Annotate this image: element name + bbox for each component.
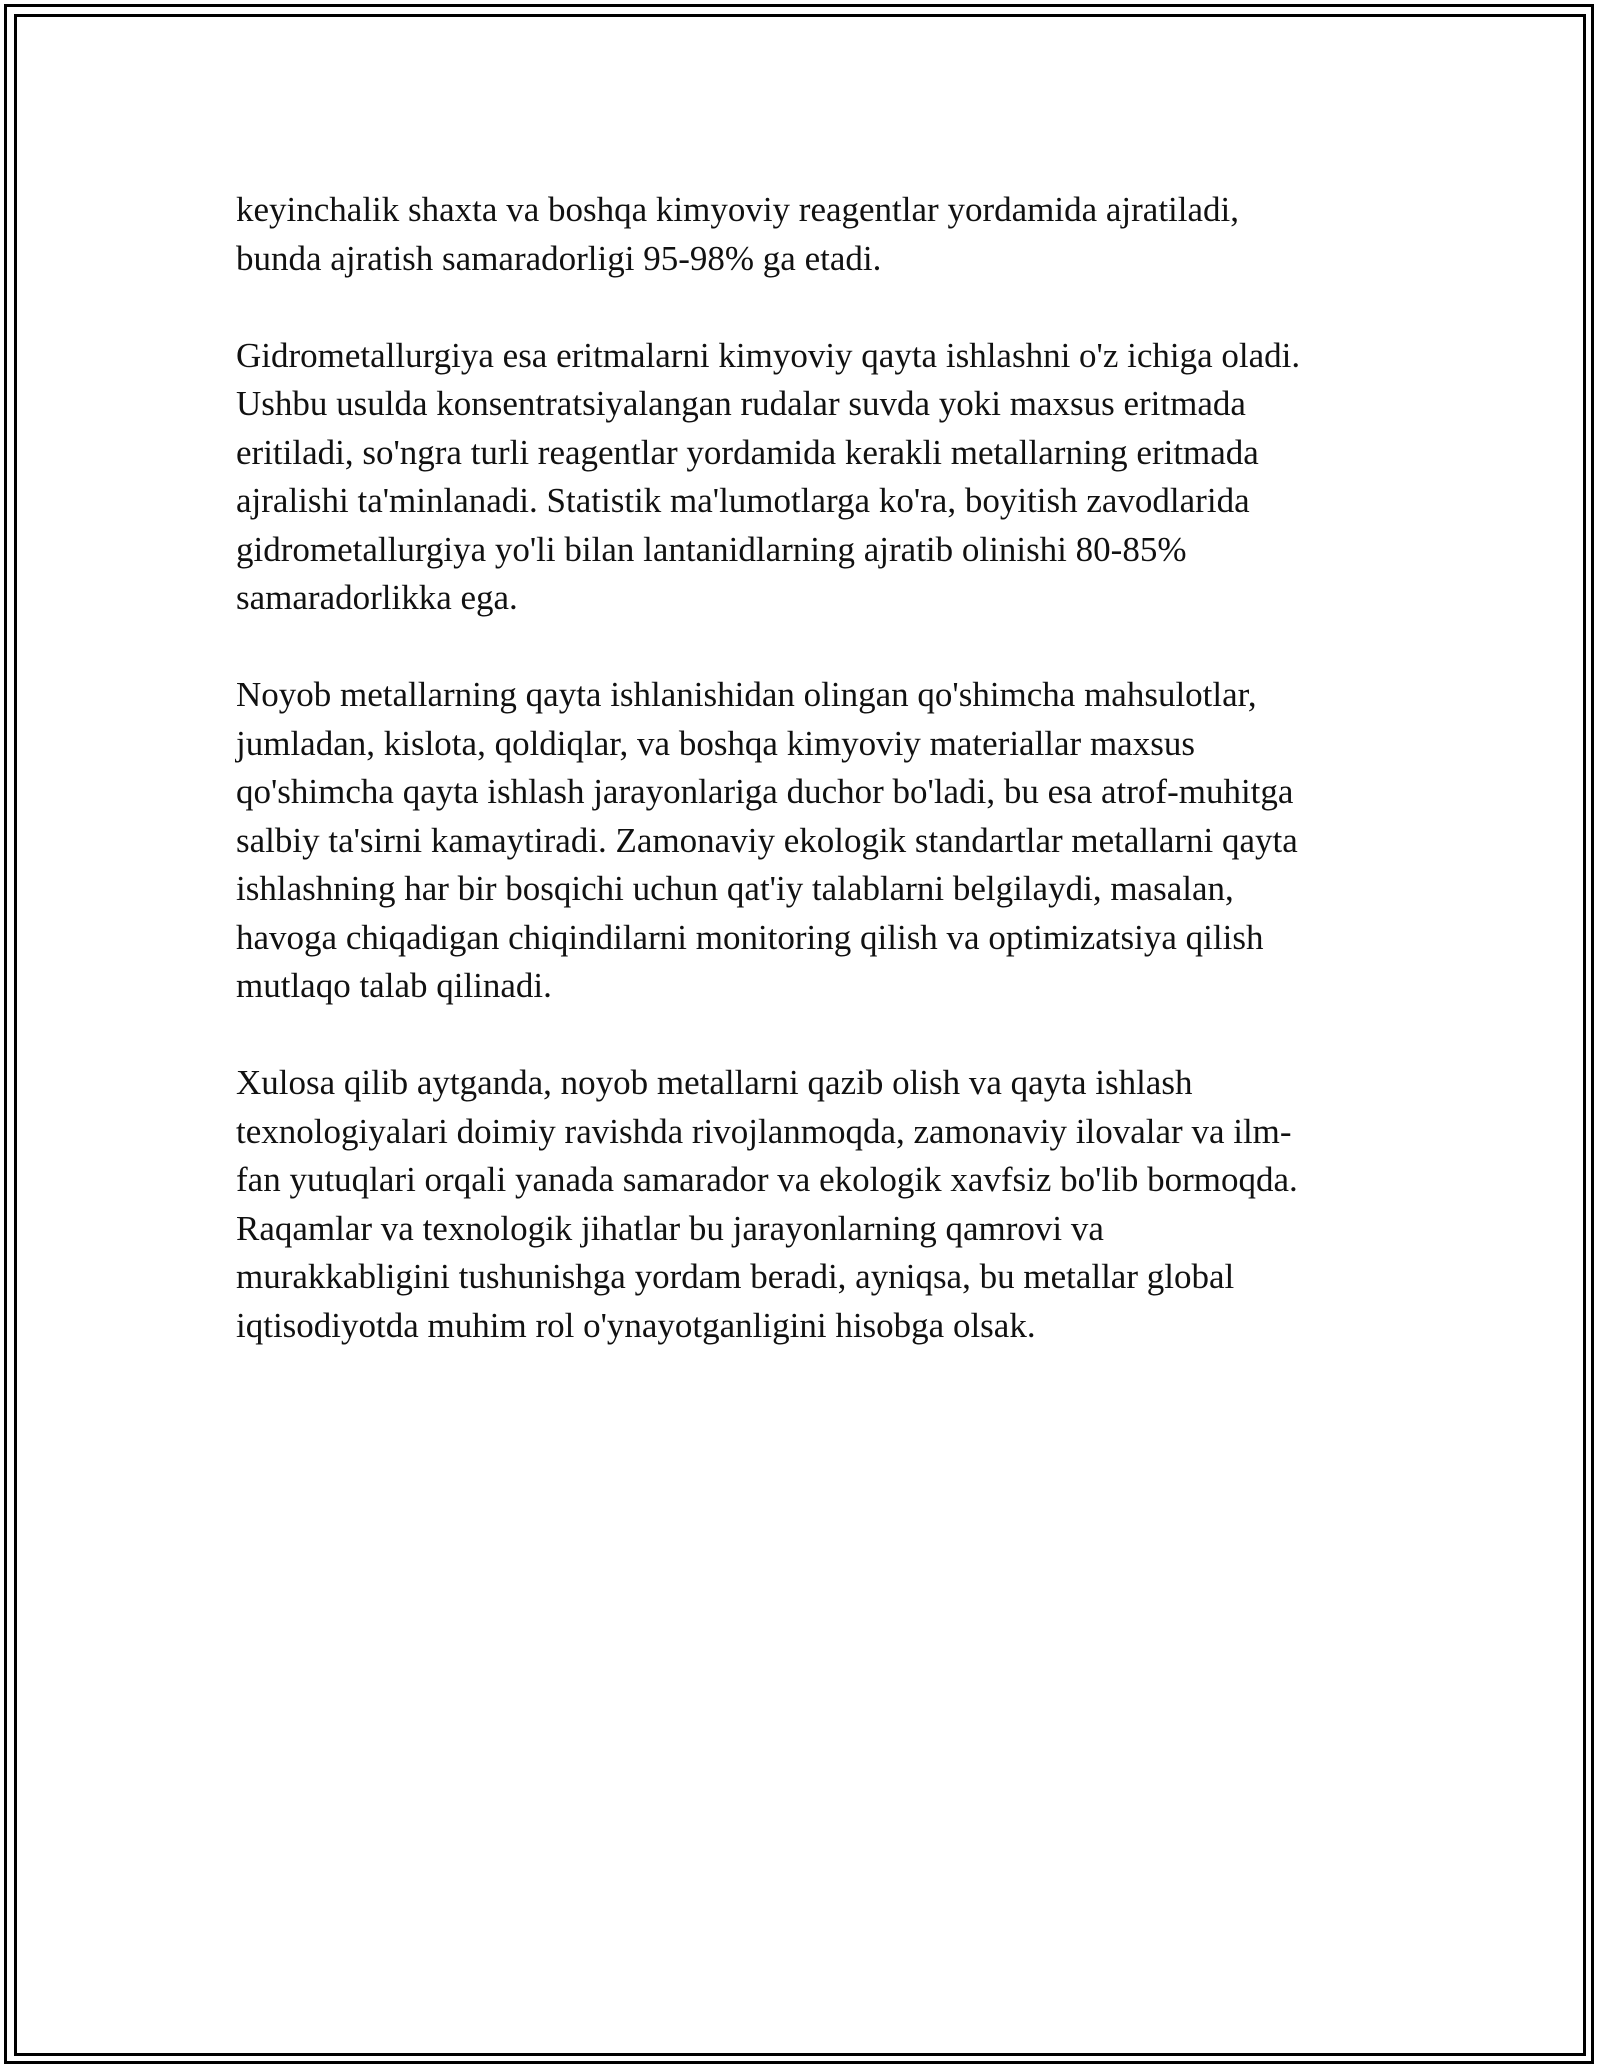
text-line: gidrometallurgiya yo'li bilan lantanidlarning ajratib olinishi 80-85%: [236, 529, 1187, 569]
text-line: Gidrometallurgiya esa eritmalarni kimyoviy qayta ishlashni o'z ichiga oladi.: [236, 335, 1301, 375]
text-line: murakkabligini tushunishga yordam beradi, ayniqsa, bu metallar global: [236, 1257, 1235, 1296]
paragraph-1: [236, 186, 1356, 283]
text-line: samaradorlikka ega.: [236, 578, 518, 617]
text-line: bunda ajratish samaradorligi 95-98% ga etadi.: [236, 238, 882, 278]
text-line: ajralishi ta'minlanadi. Statistik ma'lumotlarga ko'ra, boyitish zavodlarida: [236, 481, 1250, 520]
paragraph-2: [236, 332, 1356, 623]
text-line: texnologiyalari doimiy ravishda rivojlanmoqda, zamonaviy ilovalar va ilm-: [236, 1111, 1292, 1151]
text-line: Raqamlar va texnologik jihatlar bu jarayonlarning qamrovi va: [236, 1208, 1104, 1248]
text-line: jumladan, kislota, qoldiqlar, va boshqa kimyoviy materiallar maxsus: [236, 723, 1195, 763]
text-line: salbiy ta'sirni kamaytiradi. Zamonaviy ekologik standartlar metallarni qayta: [236, 820, 1298, 860]
text-line: qo'shimcha qayta ishlash jarayonlariga duchor bo'ladi, bu esa atrof-muhitga: [236, 772, 1294, 811]
text-line: iqtisodiyotda muhim rol o'ynayotganligini hisobga olsak.: [236, 1305, 1036, 1345]
text-line: mutlaqo talab qilinadi.: [236, 966, 552, 1005]
paragraph-3: [236, 671, 1356, 1011]
text-line: eritiladi, so'ngra turli reagentlar yordamida kerakli metallarning eritmada: [236, 432, 1259, 472]
document-body: [236, 186, 1356, 1399]
text-line: Noyob metallarning qayta ishlanishidan olingan qo'shimcha mahsulotlar,: [236, 675, 1257, 714]
text-line: keyinchalik shaxta va boshqa kimyoviy reagentlar yordamida ajratiladi,: [236, 190, 1240, 229]
paragraph-4: [236, 1059, 1356, 1350]
text-line: Ushbu usulda konsentratsiyalangan rudalar suvda yoki maxsus eritmada: [236, 384, 1246, 423]
text-line: fan yutuqlari orqali yanada samarador va ekologik xavfsiz bo'lib bormoqda.: [236, 1160, 1298, 1199]
text-line: ishlashning har bir bosqichi uchun qat'iy talablarni belgilaydi, masalan,: [236, 869, 1234, 908]
text-line: Xulosa qilib aytganda, noyob metallarni qazib olish va qayta ishlash: [236, 1063, 1193, 1102]
text-line: havoga chiqadigan chiqindilarni monitoring qilish va optimizatsiya qilish: [236, 917, 1264, 957]
